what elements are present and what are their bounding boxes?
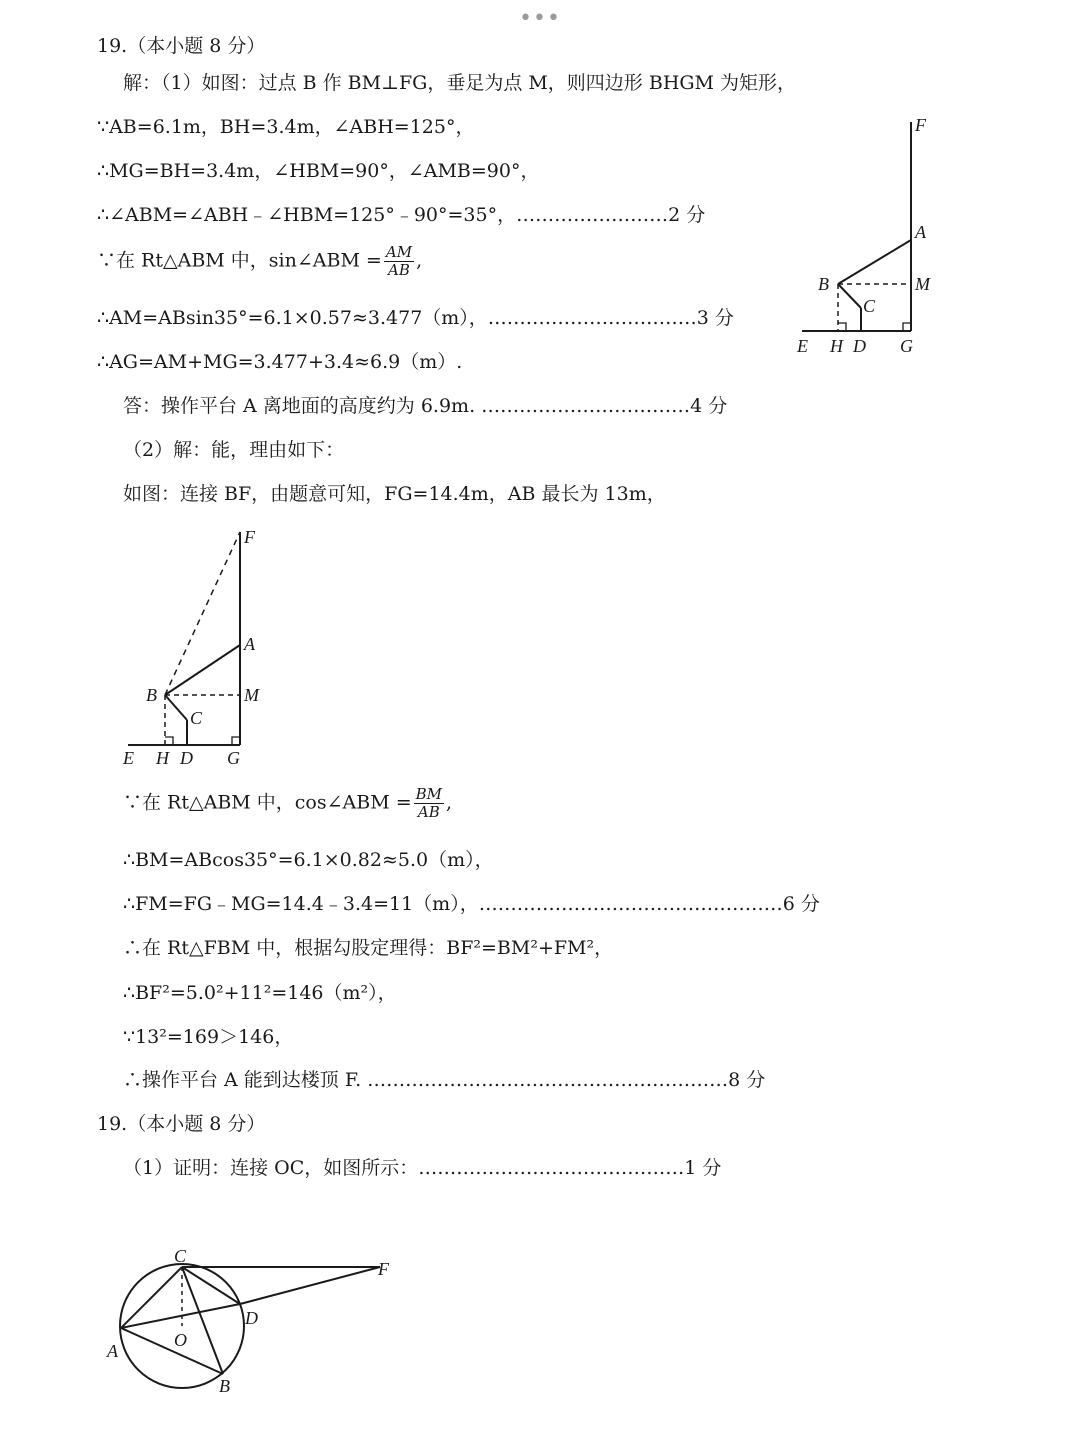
drag-handle-dots[interactable]: ••• [519,6,561,31]
fraction-denominator: AB [417,803,440,821]
problem-heading: 19.（本小题 8 分） [97,1113,266,1135]
point-label-M: M [244,685,259,705]
point-label-E: E [797,336,808,356]
point-label-F: F [378,1259,389,1279]
point-label-H: H [156,748,169,768]
point-label-B: B [219,1376,230,1396]
solution-line: ∵13²=169＞146， [123,1026,294,1048]
point-label-A: A [915,222,926,242]
formula-suffix: , [446,791,453,814]
answer-line: 答：操作平台 A 离地面的高度约为 6.9m. ……………………………4 分 [123,395,728,417]
geometry-figure-2 [118,524,278,774]
geometry-figure-3 [100,1240,400,1400]
point-label-C: C [190,708,203,728]
fraction [384,244,414,279]
point-label-G: G [227,748,240,768]
formula-prefix: ∵在 Rt△ABM 中，cos∠ABM = [123,791,412,814]
problem-heading: 19.（本小题 8 分） [97,35,266,57]
point-label-D: D [853,336,866,356]
sin-formula-line [97,244,422,279]
fraction-numerator: BM [415,785,443,803]
point-label-C: C [863,296,876,316]
point-label-B: B [146,685,157,705]
solution-line: ∴BF²=5.0²+11²=146（m²）， [123,982,397,1004]
point-label-H: H [830,336,843,356]
point-label-A: A [107,1341,118,1361]
formula-prefix: ∵在 Rt△ABM 中，sin∠ABM = [97,249,382,272]
point-label-G: G [900,336,913,356]
solution-line: 解：（1）如图：过点 B 作 BM⊥FG，垂足为点 M，则四边形 BHGM 为矩形， [123,72,797,94]
solution-line: ∴在 Rt△FBM 中，根据勾股定理得：BF²=BM²+FM²， [123,937,614,959]
fraction [414,786,444,821]
geometry-figure-1 [790,110,950,360]
solution-line: ∴操作平台 A 能到达楼顶 F. …………………………………………………8 分 [123,1069,766,1091]
formula-suffix: , [416,249,423,272]
solution-line: ∴FM=FG﹣MG=14.4﹣3.4=11（m），…………………………………………6 分 [123,893,820,915]
solution-line: 如图：连接 BF，由题意可知，FG=14.4m，AB 最长为 13m， [123,483,666,505]
cos-formula-line [123,786,452,821]
solution-line: （2）解：能，理由如下： [123,439,345,461]
solution-line: ∴AM=ABsin35°=6.1×0.57≈3.477（m），……………………………3 分 [97,307,734,329]
solution-line: ∴MG=BH=3.4m，∠HBM=90°，∠AMB=90°， [97,160,540,182]
solution-line: ∵AB=6.1m，BH=3.4m，∠ABH=125°， [97,116,475,138]
solution-line: ∴AG=AM+MG=3.477+3.4≈6.9（m）. [97,351,463,373]
point-label-D: D [245,1308,258,1328]
point-label-D: D [180,748,193,768]
fraction-numerator: AM [385,243,413,261]
point-label-B: B [818,274,829,294]
fraction-denominator: AB [388,261,410,279]
point-label-F: F [244,527,255,547]
point-label-C: C [174,1246,187,1266]
solution-line: ∴BM=ABcos35°=6.1×0.82≈5.0（m）， [123,849,494,871]
point-label-E: E [123,748,134,768]
point-label-F: F [915,115,926,135]
proof-line: （1）证明：连接 OC，如图所示：……………………………………1 分 [123,1157,722,1179]
point-label-O: O [174,1330,187,1350]
solution-line: ∴∠ABM=∠ABH﹣∠HBM=125°﹣90°=35°，……………………2 分 [97,204,706,226]
point-label-A: A [244,634,255,654]
point-label-M: M [915,274,930,294]
